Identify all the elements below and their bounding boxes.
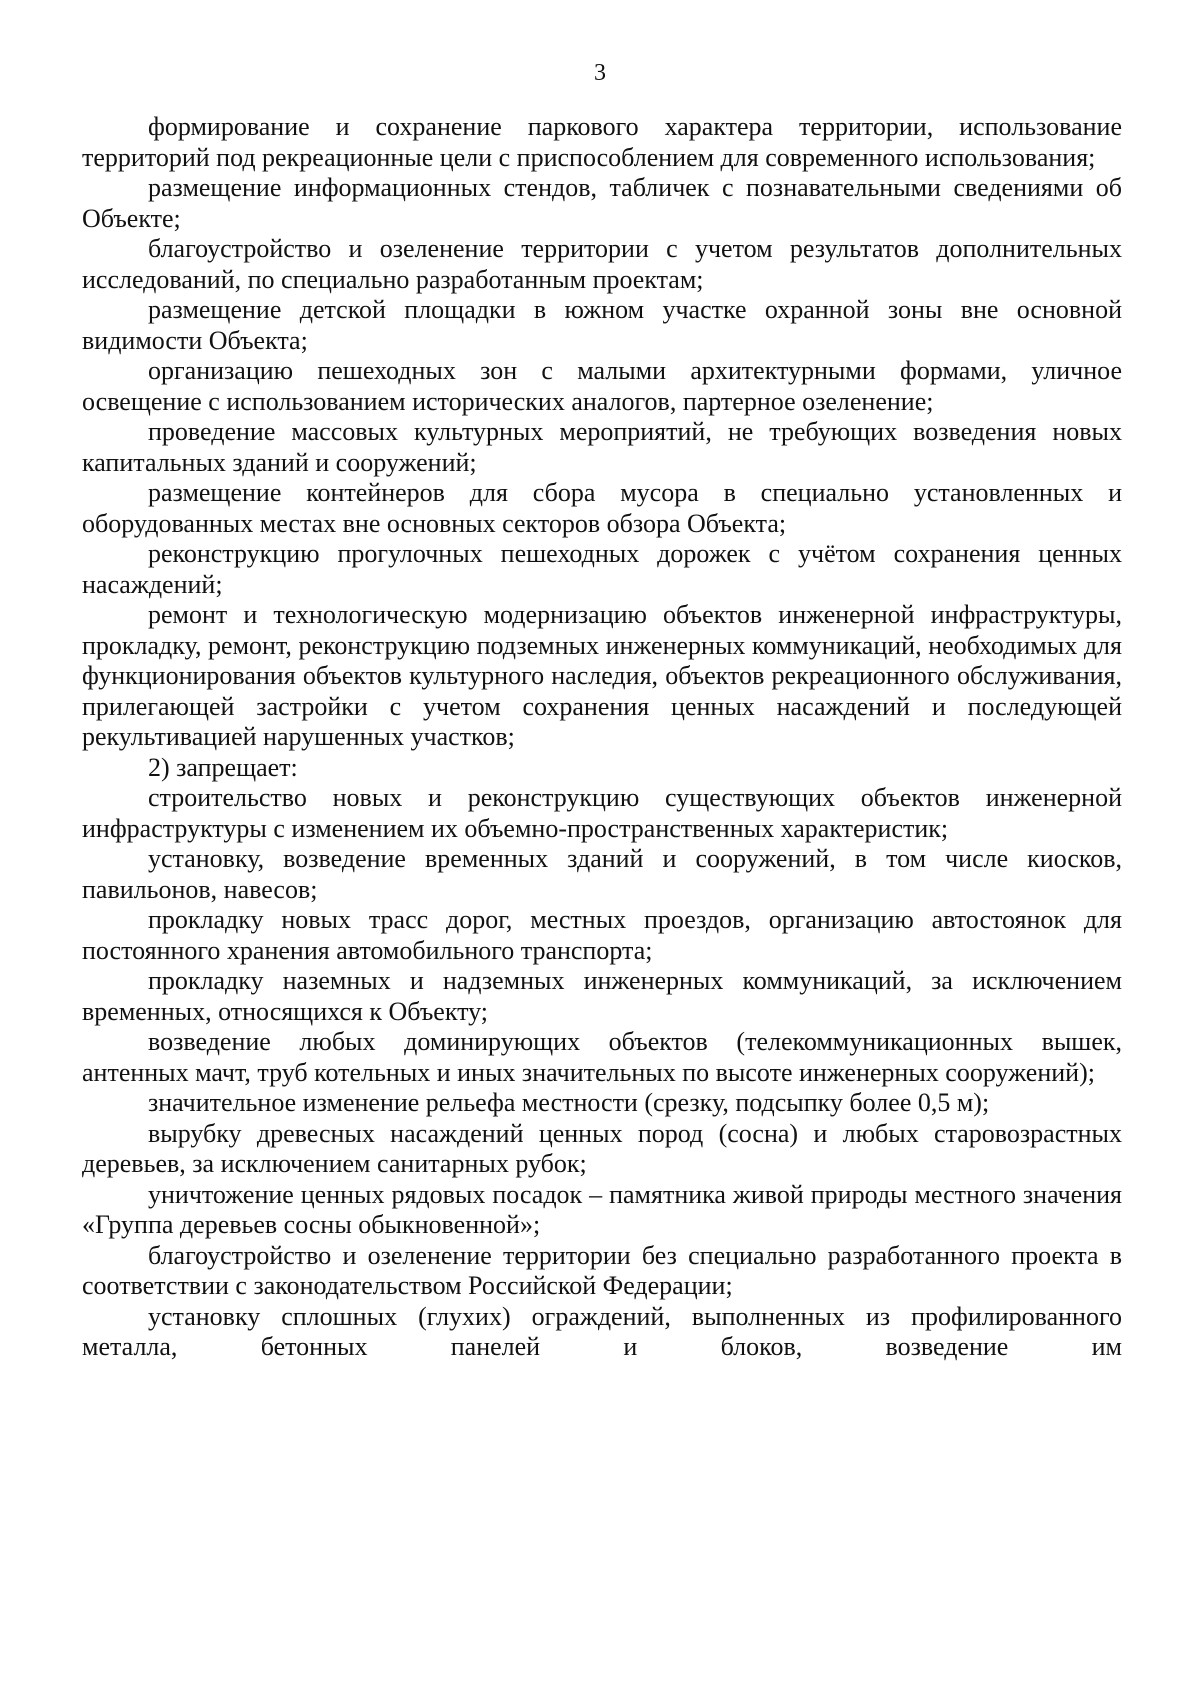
paragraph: реконструкцию прогулочных пешеходных дорожек с учётом сохранения ценных насаждений; (82, 539, 1122, 599)
paragraph: вырубку древесных насаждений ценных пород (сосна) и любых старовозрастных деревьев, за исключением санитарных рубок; (82, 1118, 1122, 1178)
paragraph: размещение детской площадки в южном участке охранной зоны вне основной видимости Объекта; (82, 295, 1122, 355)
section-heading-prohibits: 2) запрещает: (148, 752, 298, 782)
paragraph: организацию пешеходных зон с малыми архитектурными формами, уличное освещение с использованием исторических аналогов, партерное озеленение; (82, 356, 1122, 416)
paragraph: возведение любых доминирующих объектов (телекоммуникационных вышек, антенных мачт, труб котельных и иных значительных по высоте инженерных сооружений); (82, 1027, 1122, 1087)
paragraph: прокладку наземных и надземных инженерных коммуникаций, за исключением временных, относящихся к Объекту; (82, 966, 1122, 1026)
paragraph: размещение информационных стендов, табличек с познавательными сведениями об Объекте; (82, 173, 1122, 233)
paragraph: уничтожение ценных рядовых посадок – памятника живой природы местного значения «Группа деревьев сосны обыкновенной»; (82, 1179, 1122, 1239)
paragraph: ремонт и технологическую модернизацию объектов инженерной инфраструктуры, прокладку, ремонт, реконструкцию подземных инженерных коммуникаций, необходимых для функционирования объектов культурного наследия, объектов рекреационного обслуживания, прилегающей застройки с учетом сохранения ценных насаждений и последующей рекультивацией нарушенных участков; (82, 600, 1122, 751)
page-number: 3 (594, 60, 606, 86)
paragraph: размещение контейнеров для сбора мусора в специально установленных и оборудованных местах вне основных секторов обзора Объекта; (82, 478, 1122, 538)
paragraph: проведение массовых культурных мероприятий, не требующих возведения новых капитальных зданий и сооружений; (82, 417, 1122, 477)
document-body (82, 112, 1122, 1363)
paragraph: прокладку новых трасс дорог, местных проездов, организацию автостоянок для постоянного хранения автомобильного транспорта; (82, 905, 1122, 965)
paragraph: формирование и сохранение паркового характера территории, использование территорий под рекреационные цели с приспособлением для современного использования; (82, 112, 1122, 172)
paragraph: благоустройство и озеленение территории без специально разработанного проекта в соответствии с законодательством Российской Федерации; (82, 1240, 1122, 1300)
paragraph: установку сплошных (глухих) ограждений, выполненных из профилированного металла, бетонных панелей и блоков, возведение им (82, 1301, 1122, 1361)
paragraph: установку, возведение временных зданий и сооружений, в том числе киосков, павильонов, навесов; (82, 844, 1122, 904)
paragraph: значительное изменение рельефа местности (срезку, подсыпку более 0,5 м); (148, 1088, 990, 1117)
paragraph: строительство новых и реконструкцию существующих объектов инженерной инфраструктуры с изменением их объемно-пространственных характеристик; (82, 783, 1122, 843)
paragraph: благоустройство и озеленение территории с учетом результатов дополнительных исследований, по специально разработанным проектам; (82, 234, 1122, 294)
